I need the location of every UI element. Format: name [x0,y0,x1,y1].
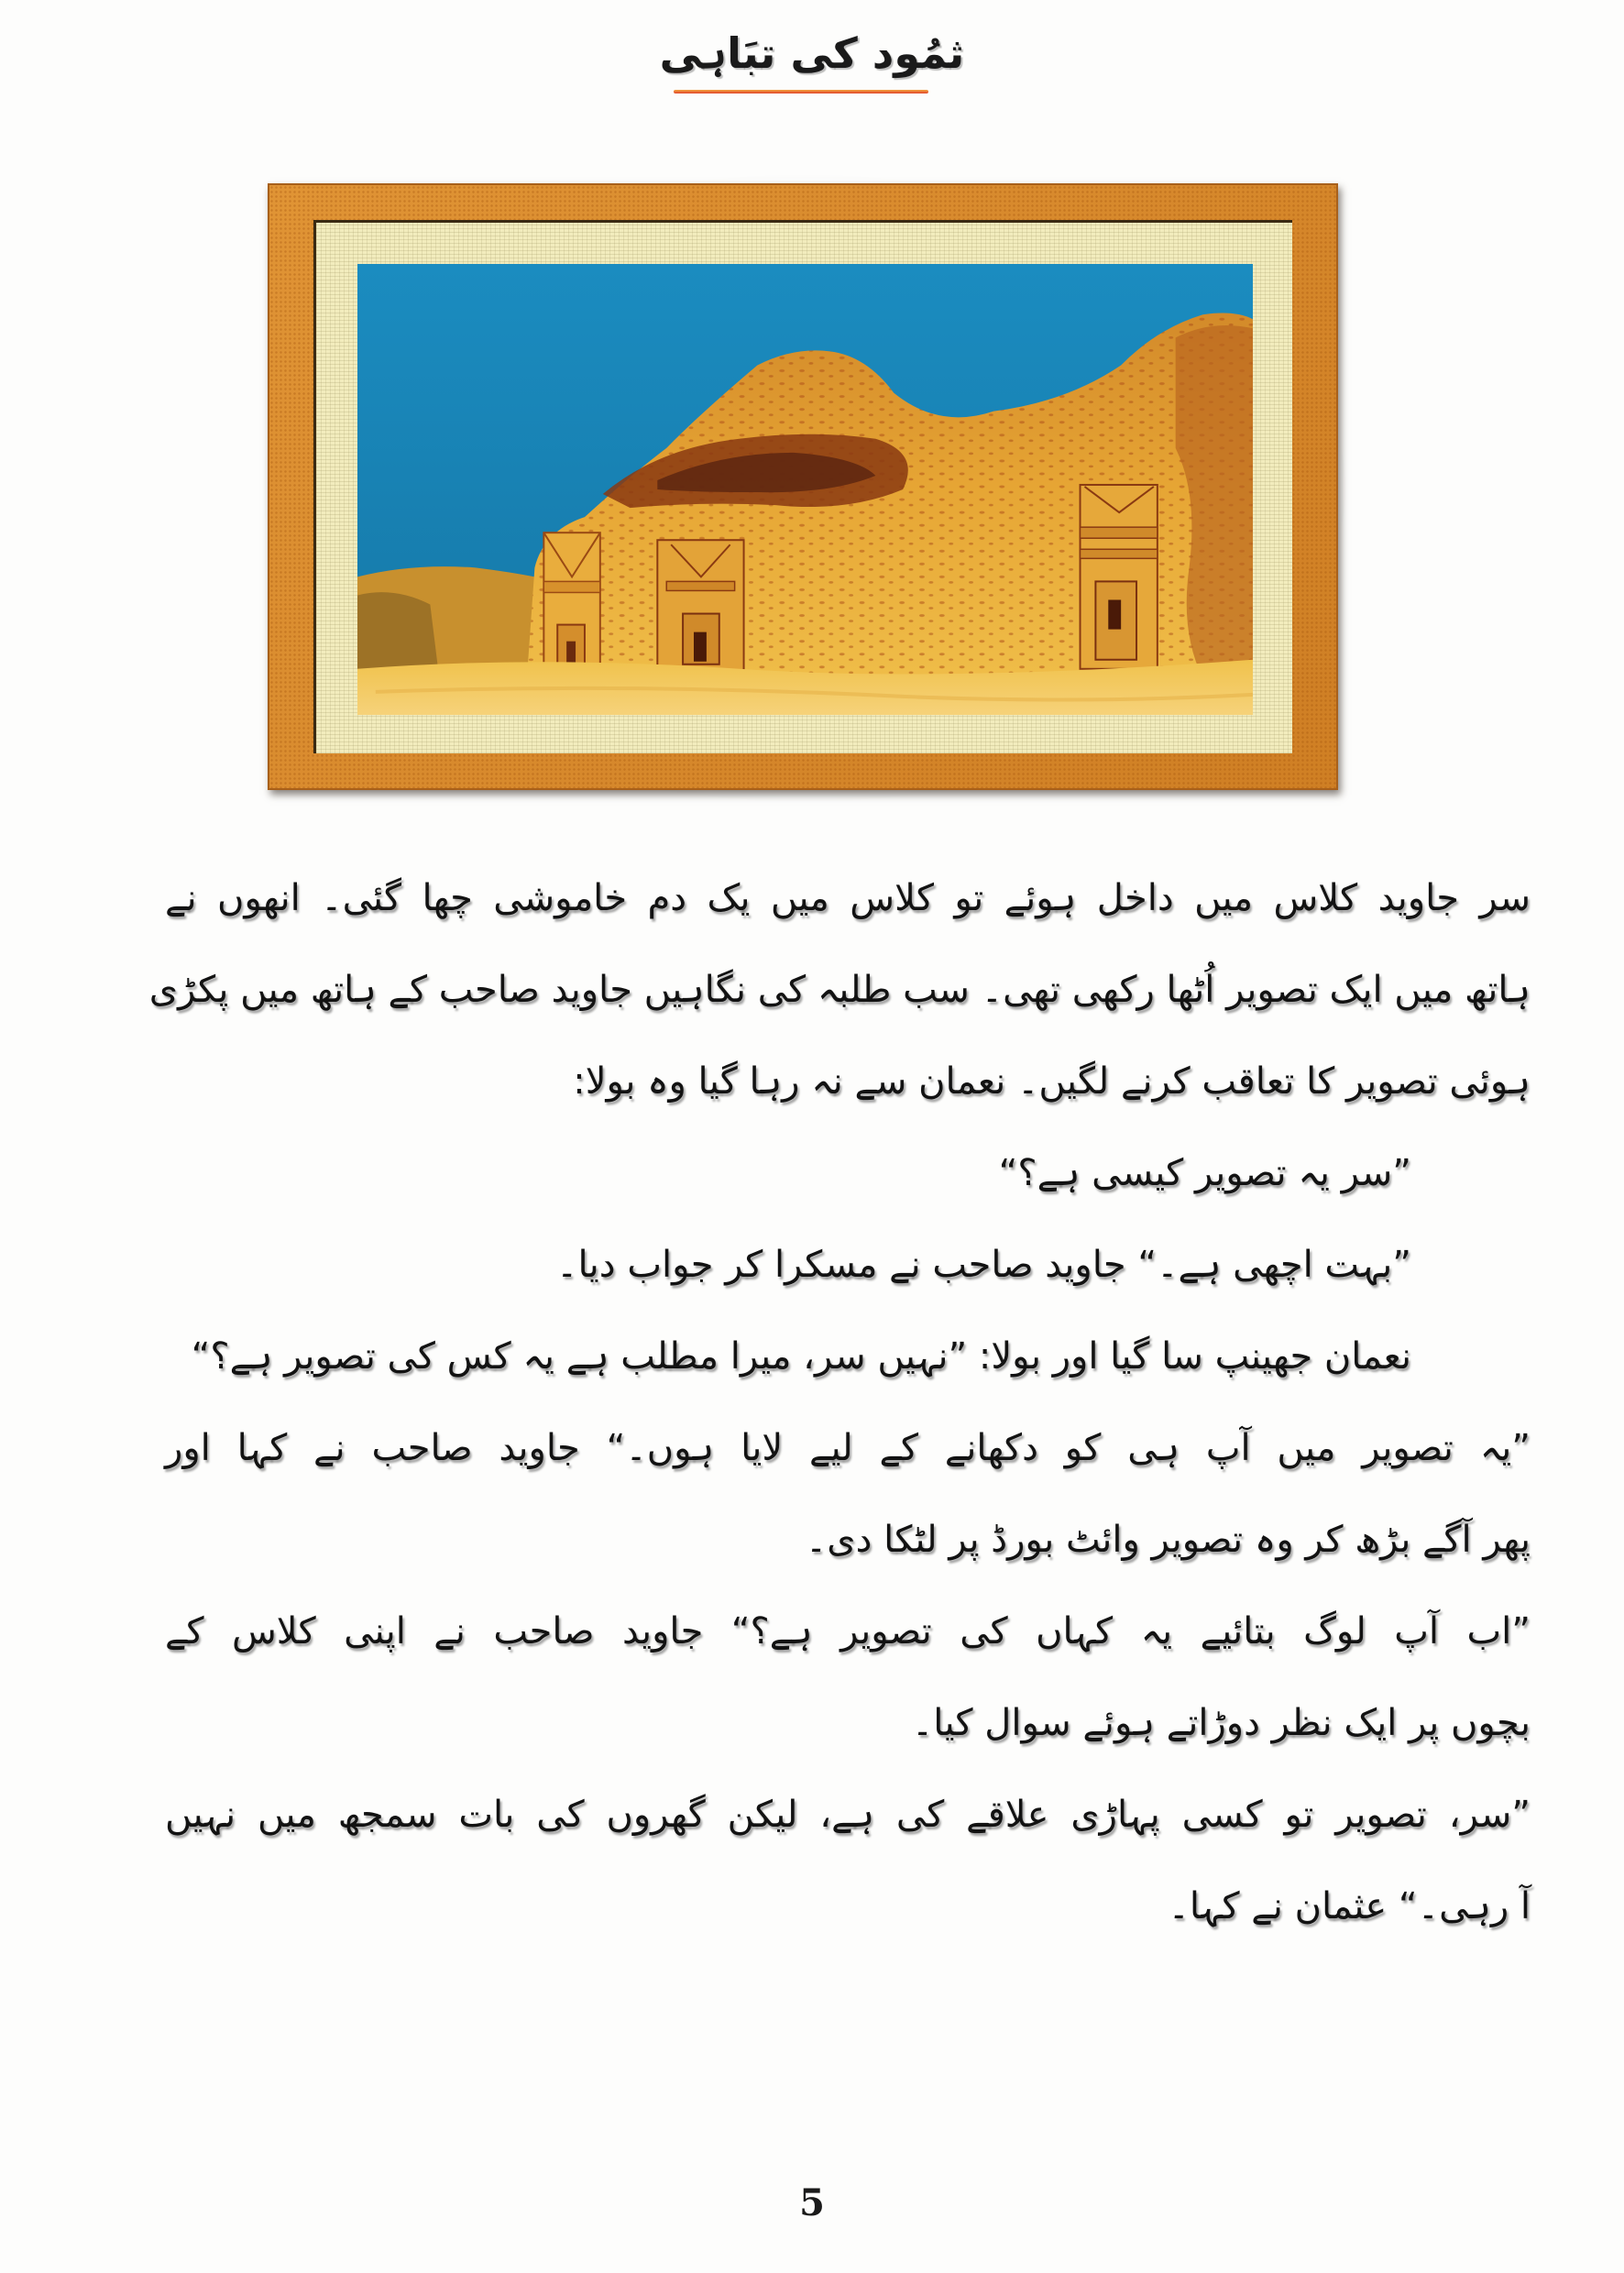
paragraph-line: آ رہی۔“ عثمان نے کہا۔ [1168,1885,1531,1927]
paragraph-line: بچوں پر ایک نظر دوڑاتے ہوئے سوال کیا۔ [911,1702,1531,1744]
dialogue-line: ”سر یہ تصویر کیسی ہے؟“ [998,1152,1411,1194]
tomb-middle [657,540,743,678]
paragraph-line: ہاتھ میں ایک تصویر اُٹھا رکھی تھی۔ سب طلبہ کی نگاہیں جاوید صاحب کے ہاتھ میں پکڑی [148,969,1531,1011]
tomb-right [1081,485,1158,669]
page-title-text: ثمُود کی تبَاہی [659,28,965,78]
rock-tombs-image [357,264,1253,715]
page-title [0,26,1624,81]
paragraph-line: سر جاوید کلاس میں داخل ہوئے تو کلاس میں یک دم خاموشی چھا گئی۔ انھوں نے [165,877,1531,919]
dialogue-line: نعمان جھینپ سا گیا اور بولا: ”نہیں سر، میرا مطلب ہے یہ کس کی تصویر ہے؟“ [191,1335,1411,1378]
rock-tombs-illustration [357,264,1253,715]
tomb-left [543,533,599,671]
picture-frame [268,183,1338,790]
paragraph-line: ہوئی تصویر کا تعاقب کرنے لگیں۔ نعمان سے نہ رہا گیا وہ بولا: [573,1060,1531,1103]
dialogue-line: ”اب آپ لوگ بتائیے یہ کہاں کی تصویر ہے؟“ جاوید صاحب نے اپنی کلاس کے [165,1610,1531,1653]
title-underline [674,90,928,93]
paragraph-line: پھر آگے بڑھ کر وہ تصویر وائٹ بورڈ پر لٹکا دی۔ [805,1519,1531,1561]
dialogue-line: ”یہ تصویر میں آپ ہی کو دکھانے کے لیے لایا ہوں۔“ جاوید صاحب نے کہا اور [165,1427,1531,1469]
page-number: 5 [799,2181,825,2224]
dialogue-line: ”بہت اچھی ہے۔“ جاوید صاحب نے مسکرا کر جواب دیا۔ [556,1244,1411,1286]
dialogue-line: ”سر، تصویر تو کسی پہاڑی علاقے کی ہے، لیکن گھروں کی بات سمجھ میں نہیں [165,1794,1531,1836]
picture-mat [313,220,1292,753]
